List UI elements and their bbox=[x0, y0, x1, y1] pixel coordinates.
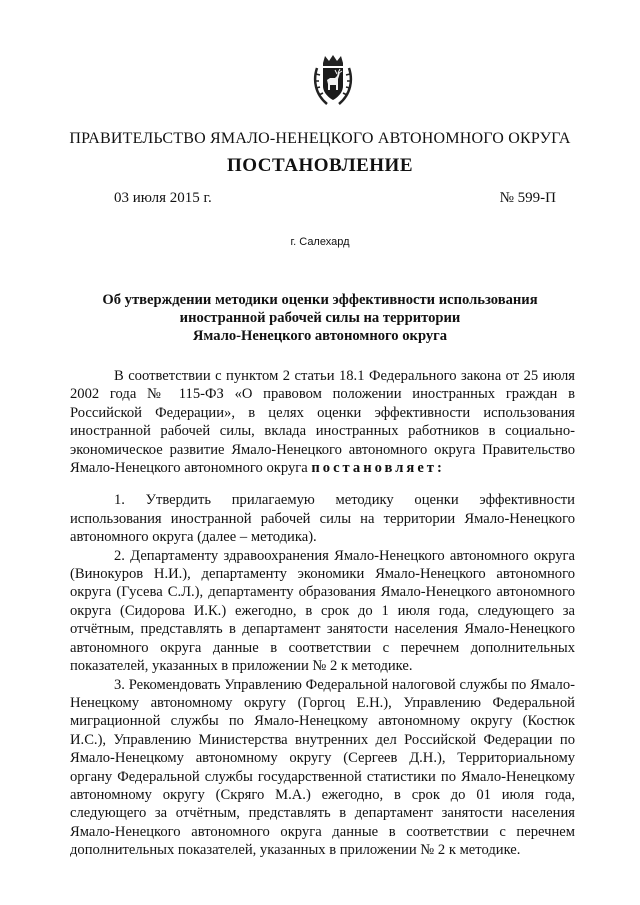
title-line: Ямало-Ненецкого автономного округа bbox=[192, 328, 448, 344]
document-number: № 599-П bbox=[499, 190, 556, 206]
document-date: 03 июля 2015 г. bbox=[114, 190, 212, 206]
government-name: ПРАВИТЕЛЬСТВО ЯМАЛО-НЕНЕЦКОГО АВТОНОМНОГО ОКРУГА bbox=[69, 130, 571, 147]
item-2-paragraph: 2. Департаменту здравоохранения Ямало-Ненецкого автономного округа (Винокуров Н.И.), департаменту экономики Ямало-Ненецкого автономного округа (Гусева С.Л.), департаменту образования Ямало-Ненецкого автономного округа (Сидорова И.К.) ежегодно, в срок до 1 июля года, следующего за отчётным, представлять в департамент занятости населения Ямало-Ненецкого автономного округа данные в соответствии с перечнем дополнительных показателей, указанных в приложении № 2 к методике. bbox=[70, 547, 575, 675]
item-3-paragraph: 3. Рекомендовать Управлению Федеральной налоговой службы по Ямало-Ненецкому автономному округу (Горгоц Е.Н.), Управлению Федеральной миграционной службы по Ямало-Ненецкому автономному округу (Костюк И.С.), Управлению Министерства внутренних дел Российской Федерации по Ямало-Ненецкому автономному округу (Сергеев Д.Н.), Территориальному органу Федеральной службы государственной статистики по Ямало-Ненецкому автономному округу (Скряго М.А.) ежегодно, в срок до 01 июля года, следующего за отчётным, представлять в департамент занятости населения Ямало-Ненецкого автономного округа данные в соответствии с перечнем дополнительных показателей, указанных в приложении № 2 к методике. bbox=[70, 676, 575, 859]
title-line: иностранной рабочей силы на территории bbox=[179, 310, 461, 326]
preamble-keyword: постановляет: bbox=[311, 460, 445, 477]
document-type: ПОСТАНОВЛЕНИЕ bbox=[226, 155, 414, 176]
item-1-paragraph: 1. Утвердить прилагаемую методику оценки эффективности использования иностранной рабочей силы на территории Ямало-Ненецкого автономного округа (далее – методика). bbox=[70, 492, 575, 546]
coat-of-arms-icon bbox=[313, 54, 353, 106]
document-title bbox=[60, 291, 580, 345]
title-line: Об утверждении методики оценки эффективности использования bbox=[102, 292, 538, 308]
document-body bbox=[70, 367, 575, 860]
city: г. Салехард bbox=[290, 236, 350, 248]
preamble-paragraph bbox=[70, 367, 575, 477]
preamble-text: В соответствии с пунктом 2 статьи 18.1 Федерального закона от 25 июля 2002 года № 115-ФЗ «О правовом положении иностранных граждан в Российской Федерации», в целях оценки эффективности использования иностранной рабочей силы, вклада иностранных работников в социально-экономическое развитие Ямало-Ненецкого автономного округа Правительство Ямало-Ненецкого автономного округа bbox=[70, 368, 575, 477]
